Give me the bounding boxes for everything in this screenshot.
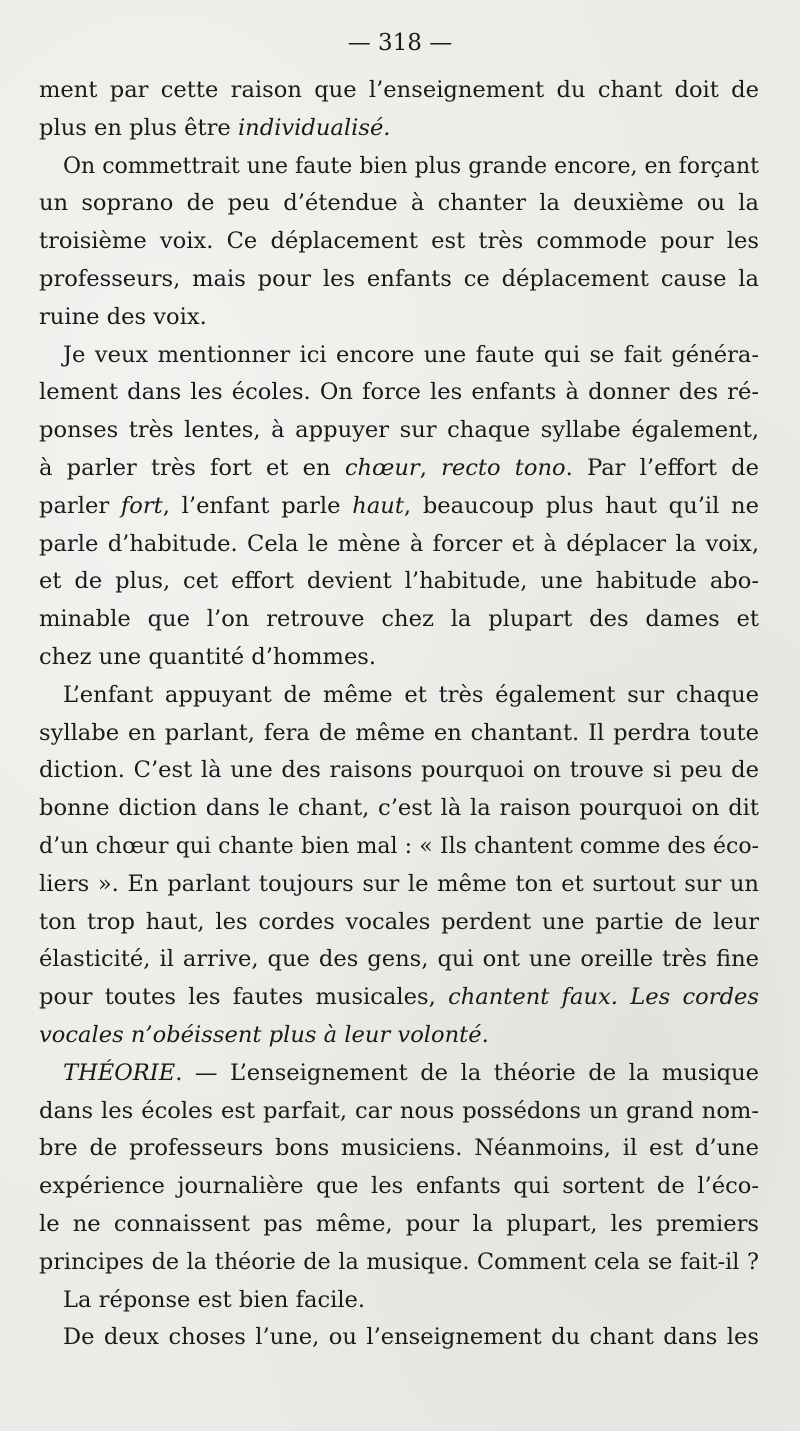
text-line [39,185,759,223]
text-line [39,299,759,337]
text-segment: troisième voix. Ce déplacement est très commode pour les [39,228,759,255]
text-segment: et de plus, cet effort devient l’habitude, une habitude abo- [39,568,759,595]
text-segment: élasticité, il arrive, que des gens, qui ont une oreille très fine [39,946,759,973]
text-segment: à parler très fort et en [39,454,345,481]
text-segment: bonne diction dans le chant, c’est là la raison pourquoi on dit [39,795,759,822]
text-segment: . — L’enseignement de la théorie de la musique [175,1059,759,1086]
text-line [39,941,759,979]
text-line [39,677,759,715]
italic-text: chœur [344,454,420,481]
text-segment: minable que l’on retrouve chez la plupart des dames et [39,606,759,633]
text-line [39,488,759,526]
text-line [39,412,759,450]
text-segment: diction. C’est là une des raisons pourquoi on trouve si peu de [39,757,759,784]
text-segment: pour toutes les fautes musicales, [39,984,449,1011]
text-line [39,1093,759,1131]
text-segment: bre de professeurs bons musiciens. Néanmoins, il est d’une [39,1135,759,1162]
text-line [39,261,759,299]
text-segment: La réponse est bien facile. [63,1286,366,1313]
text-segment: , beaucoup plus haut qu’il ne [403,492,759,519]
text-segment: d’un chœur qui chante bien mal : « Ils chantent comme des éco- [39,833,759,859]
text-line [39,1244,759,1282]
text-segment: L’enfant appuyant de même et très également sur chaque [63,681,759,708]
text-line [39,1130,759,1168]
text-line [39,110,759,148]
text-segment: lement dans les écoles. On force les enfants à donner des ré- [39,379,759,406]
text-line [39,148,759,186]
italic-text: haut [352,492,404,519]
text-line [39,979,759,1017]
text-segment: Je veux mentionner ici encore une faute qui se fait généra- [63,341,759,368]
text-segment: le ne connaissent pas même, pour la plupart, les premiers [39,1210,759,1237]
text-segment: . Par l’effort de [565,454,759,481]
text-segment: dans les écoles est parfait, car nous possédons un grand nom- [39,1097,759,1124]
text-line [39,1206,759,1244]
italic-text: fort [120,492,163,519]
text-segment: expérience journalière que les enfants qui sortent de l’éco- [39,1173,759,1200]
text-line [39,752,759,790]
text-line [39,72,759,110]
text-segment: parler [39,492,121,519]
text-line [39,337,759,375]
text-segment: ponses très lentes, à appuyer sur chaque syllabe également, [39,417,759,444]
text-line [39,563,759,601]
italic-text: recto tono [441,454,566,481]
text-segment: principes de la théorie de la musique. Comment cela se fait-il ? [39,1248,759,1275]
italic-text: vocales n’obéissent plus à leur volonté. [39,1021,489,1048]
text-segment: chez une quantité d’hommes. [39,643,377,670]
italic-text: THÉORIE [63,1059,176,1086]
text-line [39,1319,759,1357]
text-line [39,601,759,639]
text-line [39,374,759,412]
text-line [39,866,759,904]
text-line [39,790,759,828]
text-segment: , [419,454,442,481]
text-line [39,828,759,866]
text-line [39,715,759,753]
text-segment: liers ». En parlant toujours sur le même ton et surtout sur un [39,870,759,897]
text-segment: plus en plus être [39,114,238,141]
text-segment: un soprano de peu d’étendue à chanter la deuxième ou la [39,190,759,217]
text-segment: ton trop haut, les cordes vocales perdent une partie de leur [39,908,759,935]
text-segment: parle d’habitude. Cela le mène à forcer et à déplacer la voix, [39,530,759,557]
text-segment: De deux choses l’une, ou l’enseignement du chant dans les [63,1324,759,1351]
italic-text: individualisé. [237,114,391,141]
text-line [39,450,759,488]
text-line [39,1055,759,1093]
text-segment: ment par cette raison que l’enseignement du chant doit de [39,77,759,103]
text-line [39,1017,759,1055]
text-segment: syllabe en parlant, fera de même en chantant. Il perdra toute [39,719,759,746]
italic-text: chantent faux. Les cordes [448,984,759,1011]
text-line [39,1282,759,1320]
text-segment: , l’enfant parle [162,492,353,519]
text-segment: professeurs, mais pour les enfants ce déplacement cause la [39,265,759,292]
text-line [39,526,759,564]
text-line [39,1168,759,1206]
text-segment: ruine des voix. [39,303,207,330]
text-line [39,223,759,261]
text-line [39,639,759,677]
text-segment: On commettrait une faute bien plus grande encore, en forçant [63,153,759,179]
body-text [39,72,759,1357]
page-number: — 318 — [347,30,453,56]
text-line [39,904,759,942]
